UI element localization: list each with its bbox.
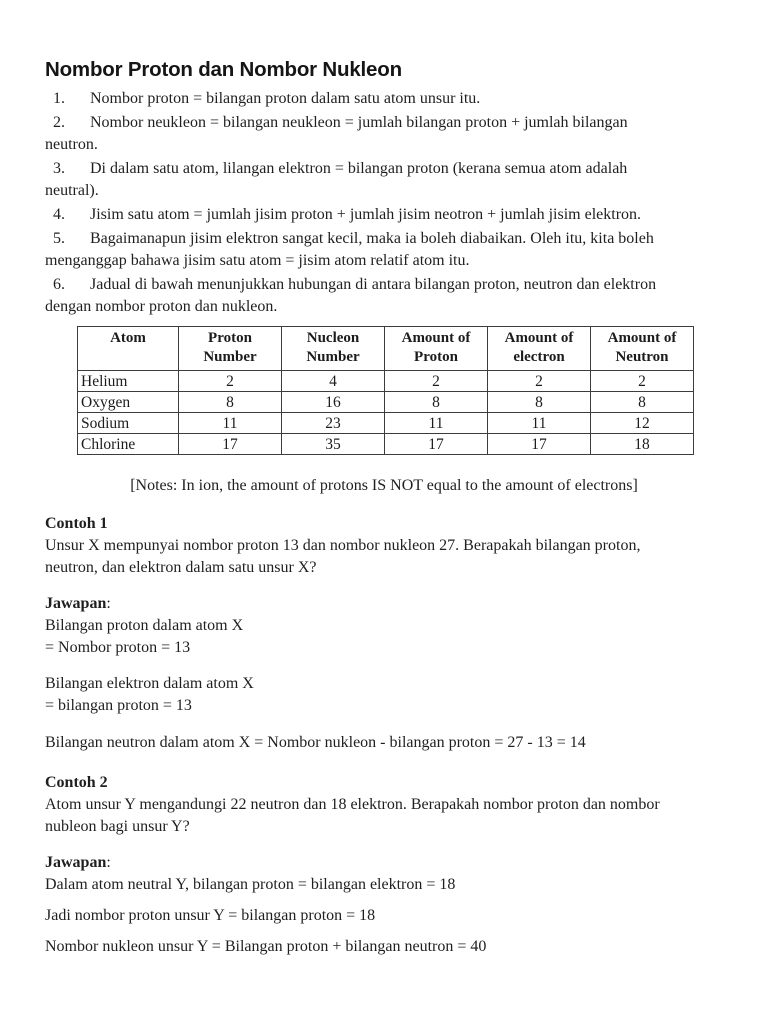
table-row-chlorine <box>78 434 694 455</box>
list-item-4 <box>45 204 665 226</box>
cell-value: 2 <box>385 371 488 392</box>
table-row-sodium <box>78 413 694 434</box>
col-header-amount-electron: Amount of electron <box>488 327 591 371</box>
table-row-helium <box>78 371 694 392</box>
page-title: Nombor Proton dan Nombor Nukleon <box>45 58 402 81</box>
example-1-answer-line: Bilangan proton dalam atom X <box>45 617 244 634</box>
cell-value: 17 <box>385 434 488 455</box>
example-1-answer-line: Bilangan elektron dalam atom X <box>45 675 254 692</box>
cell-value: 2 <box>488 371 591 392</box>
example-1-heading: Contoh 1 <box>45 515 108 532</box>
list-item-6 <box>45 274 665 318</box>
list-item-5 <box>45 228 665 272</box>
example-2-question: Atom unsur Y mengandungi 22 neutron dan 18 elektron. Berapakah nombor proton dan nombor nubleon bagi unsur Y? <box>45 796 660 835</box>
example-1-question: Unsur X mempunyai nombor proton 13 dan nombor nukleon 27. Berapakah bilangan proton, neutron, dan elektron dalam satu unsur X? <box>45 537 641 576</box>
list-item-3-text: Di dalam satu atom, lilangan elektron = bilangan proton (kerana semua atom adalah neutral). <box>45 160 628 199</box>
numbered-list <box>45 88 723 318</box>
cell-atom: Helium <box>78 371 179 392</box>
cell-atom: Oxygen <box>78 392 179 413</box>
cell-atom: Sodium <box>78 413 179 434</box>
cell-value: 8 <box>179 392 282 413</box>
cell-value: 11 <box>385 413 488 434</box>
list-item-1-number: 1. <box>53 90 65 107</box>
col-header-amount-neutron: Amount of Neutron <box>591 327 694 371</box>
example-1-answer-line: = bilangan proton = 13 <box>45 697 192 714</box>
example-1-answer-final: Bilangan neutron dalam atom X = Nombor nukleon - bilangan proton = 27 - 13 = 14 <box>45 734 586 751</box>
list-item-5-text: Bagaimanapun jisim elektron sangat kecil, maka ia boleh diabaikan. Oleh itu, kita boleh menganggap bahawa jisim satu atom = jisim atom relatif atom itu. <box>45 230 654 269</box>
cell-value: 16 <box>282 392 385 413</box>
example-1-answer-label <box>45 593 665 615</box>
cell-value: 8 <box>488 392 591 413</box>
list-item-4-number: 4. <box>53 206 65 223</box>
cell-value: 8 <box>591 392 694 413</box>
answer-label-text: Jawapan <box>45 854 107 871</box>
list-item-6-number: 6. <box>53 276 65 293</box>
example-1-answer-line: = Nombor proton = 13 <box>45 639 191 656</box>
example-2-answer-line: Nombor nukleon unsur Y = Bilangan proton + bilangan neutron = 40 <box>45 938 487 955</box>
list-item-3 <box>45 158 665 202</box>
example-2-answer-line: Dalam atom neutral Y, bilangan proton = bilangan elektron = 18 <box>45 876 456 893</box>
list-item-2-text: Nombor neukleon = bilangan neukleon = jumlah bilangan proton + jumlah bilangan neutron. <box>45 114 628 153</box>
answer-label-text: Jawapan <box>45 595 107 612</box>
table-row-oxygen <box>78 392 694 413</box>
col-header-proton-number: Proton Number <box>179 327 282 371</box>
list-item-1 <box>45 88 665 110</box>
col-header-amount-proton: Amount of Proton <box>385 327 488 371</box>
example-2-answer-label <box>45 852 665 874</box>
cell-value: 2 <box>591 371 694 392</box>
list-item-6-text: Jadual di bawah menunjukkan hubungan di antara bilangan proton, neutron dan elektron dengan nombor proton dan nukleon. <box>45 276 657 315</box>
cell-value: 8 <box>385 392 488 413</box>
cell-value: 23 <box>282 413 385 434</box>
col-header-atom: Atom <box>78 327 179 371</box>
cell-atom: Chlorine <box>78 434 179 455</box>
list-item-2 <box>45 112 665 156</box>
atoms-table <box>77 326 694 455</box>
example-2-heading: Contoh 2 <box>45 774 108 791</box>
list-item-4-text: Jisim satu atom = jumlah jisim proton + jumlah jisim neotron + jumlah jisim elektron. <box>90 206 642 223</box>
cell-value: 18 <box>591 434 694 455</box>
answer-label-colon: : <box>106 595 111 612</box>
list-item-5-number: 5. <box>53 230 65 247</box>
cell-value: 35 <box>282 434 385 455</box>
cell-value: 11 <box>179 413 282 434</box>
list-item-2-number: 2. <box>53 114 65 131</box>
cell-value: 12 <box>591 413 694 434</box>
answer-label-colon: : <box>106 854 111 871</box>
cell-value: 17 <box>488 434 591 455</box>
list-item-1-text: Nombor proton = bilangan proton dalam satu atom unsur itu. <box>90 90 481 107</box>
ion-note: [Notes: In ion, the amount of protons IS NOT equal to the amount of electrons] <box>130 477 638 494</box>
col-header-nucleon-number: Nucleon Number <box>282 327 385 371</box>
cell-value: 2 <box>179 371 282 392</box>
list-item-3-number: 3. <box>53 160 65 177</box>
cell-value: 4 <box>282 371 385 392</box>
cell-value: 11 <box>488 413 591 434</box>
example-2-answer-line: Jadi nombor proton unsur Y = bilangan proton = 18 <box>45 907 376 924</box>
cell-value: 17 <box>179 434 282 455</box>
table-header-row <box>78 327 694 371</box>
